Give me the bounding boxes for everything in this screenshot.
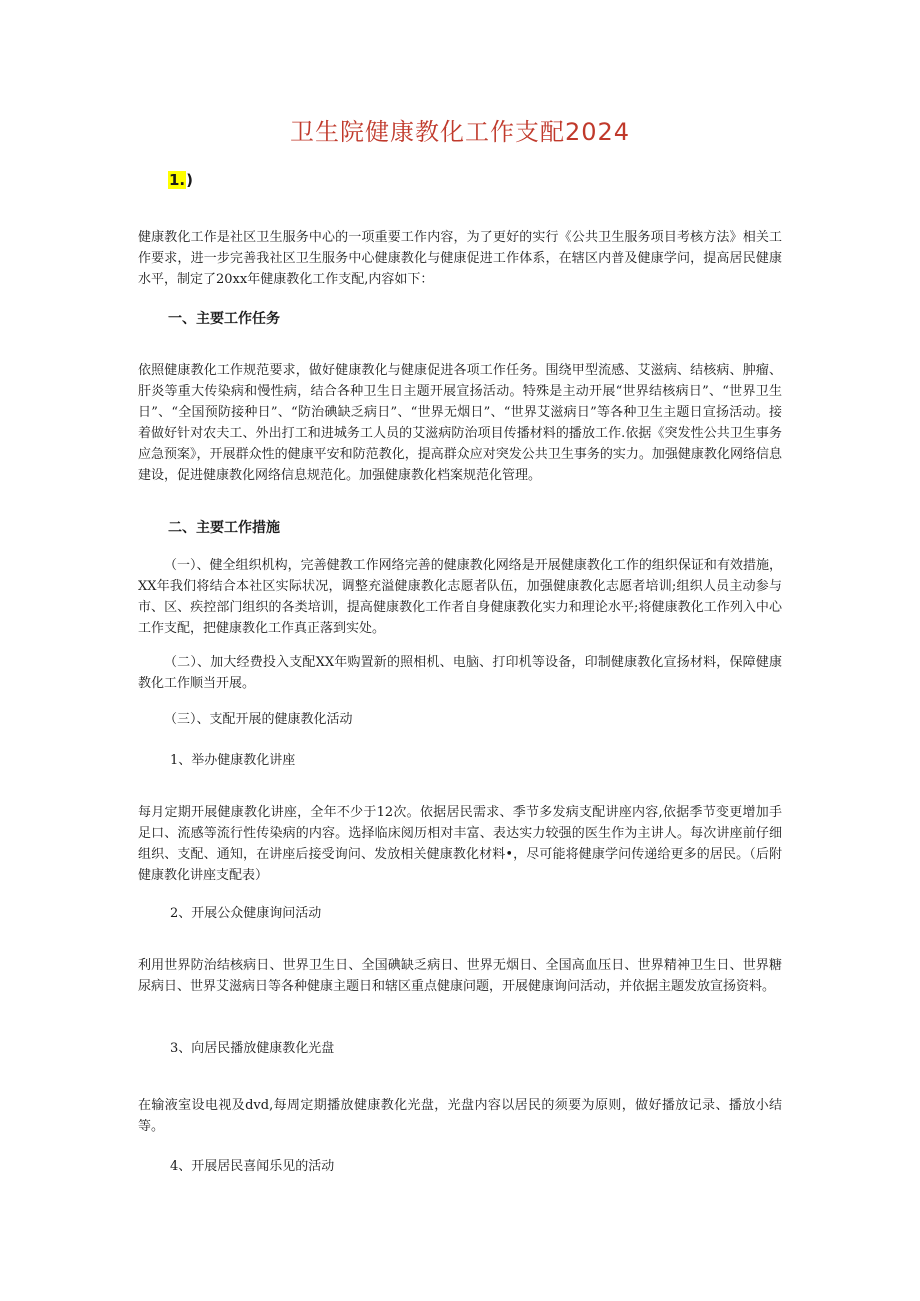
section2-heading: 二、主要工作措施 xyxy=(168,520,280,536)
document-title: 卫生院健康教化工作支配2024 xyxy=(289,118,631,146)
item2-heading: 2、开展公众健康询问活动 xyxy=(170,906,322,921)
marker-paren: ) xyxy=(186,171,193,189)
measure3-paragraph: （三）、支配开展的健康教化活动 xyxy=(164,712,353,727)
section1-heading: 一、主要工作任务 xyxy=(168,311,280,327)
item3-paragraph: 在输液室设电视及dvd,每周定期播放健康教化光盘，光盘内容以居民的须要为原则，做好播放记录、播放小结等。 xyxy=(138,1098,782,1134)
item1-heading: 1、举办健康教化讲座 xyxy=(170,753,296,768)
measure1-paragraph: （一）、健全组织机构，完善健教工作网络完善的健康教化网络是开展健康教化工作的组织保证和有效措施，XX年我们将结合本社区实际状况，调整充溢健康教化志愿者队伍，加强健康教化志愿者培训;组织人员主动参与市、区、疾控部门组织的各类培训，提高健康教化工作者自身健康教化实力和理论水平;将健康教化工作列入中心工作支配，把健康教化工作真正落到实处。 xyxy=(138,558,782,636)
highlighted-number: 1. xyxy=(169,171,186,189)
section-marker xyxy=(168,171,193,189)
item1-paragraph: 每月定期开展健康教化讲座，全年不少于12次。依据居民需求、季节多发病支配讲座内容,依据季节变更增加手足口、流感等流行性传染病的内容。选择临床阅历相对丰富、表达实力较强的医生作为主讲人。每次讲座前仔细组织、支配、通知，在讲座后接受询问、发放相关健康教化材料•，尽可能将健康学问传递给更多的居民。（后附健康教化讲座支配表） xyxy=(138,805,782,883)
intro-paragraph: 健康教化工作是社区卫生服务中心的一项重要工作内容，为了更好的实行《公共卫生服务项目考核方法》相关工作要求，进一步完善我社区卫生服务中心健康教化与健康促进工作体系，在辖区内普及健康学问，提高居民健康水平，制定了20xx年健康教化工作支配,内容如下： xyxy=(138,230,782,287)
section1-paragraph: 依照健康教化工作规范要求，做好健康教化与健康促进各项工作任务。围绕甲型流感、艾滋病、结核病、肿瘤、肝炎等重大传染病和慢性病，结合各种卫生日主题开展宣扬活动。特殊是主动开展“世界结核病日”、“世界卫生日”、“全国预防接种日”、“防治碘缺乏病日”、“世界无烟日”、“世界艾滋病日”等各种卫生主题日宣扬活动。接着做好针对农夫工、外出打工和进城务工人员的艾滋病防治项目传播材料的播放工作.依据《突发性公共卫生事务应急预案》，开展群众性的健康平安和防范教化，提高群众应对突发公共卫生事务的实力。加强健康教化网络信息建设，促进健康教化网络信息规范化。加强健康教化档案规范化管理。 xyxy=(138,363,782,483)
item2-paragraph: 利用世界防治结核病日、世界卫生日、全国碘缺乏病日、世界无烟日、全国高血压日、世界精神卫生日、世界糖尿病日、世界艾滋病日等各种健康主题日和辖区重点健康问题，开展健康询问活动，并依据主题发放宣扬资料。 xyxy=(138,958,782,994)
measure2-paragraph: （二）、加大经费投入支配XX年购置新的照相机、电脑、打印机等设备，印制健康教化宣扬材料，保障健康教化工作顺当开展。 xyxy=(138,655,782,691)
item3-heading: 3、向居民播放健康教化光盘 xyxy=(170,1041,335,1056)
item4-heading: 4、开展居民喜闻乐见的活动 xyxy=(170,1159,335,1174)
